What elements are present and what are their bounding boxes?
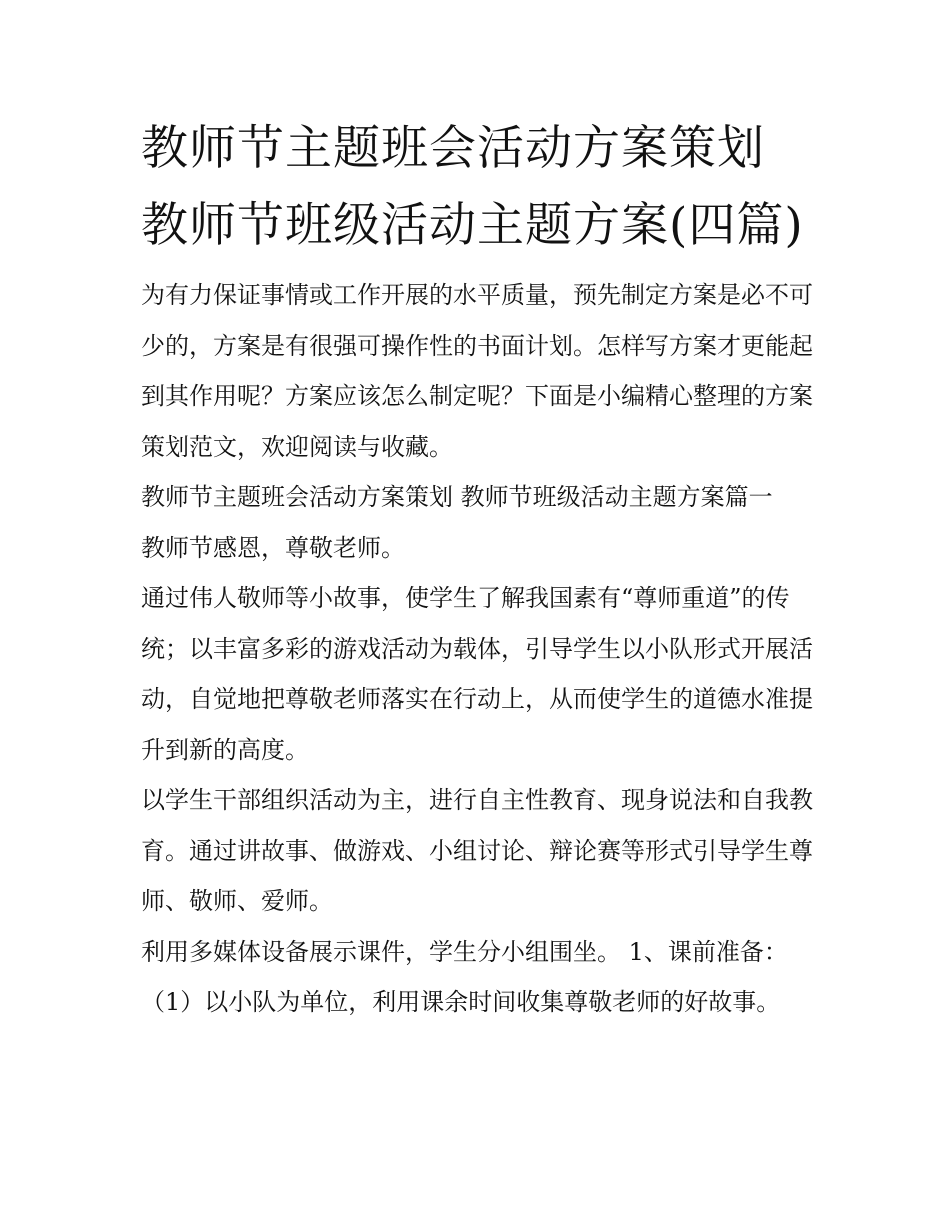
paragraph-preparation: 利用多媒体设备展示课件，学生分小组围坐。 1、课前准备： <box>141 937 788 966</box>
paragraph-method: 以学生干部组织活动为主，进行自主性教育、现身说法和自我教育。通过讲故事、做游戏、小组讨论、辩论赛等形式引导学生尊师、敬师、爱师。 <box>141 786 813 915</box>
paragraph-intro: 为有力保证事情或工作开展的水平质量，预先制定方案是必不可少的，方案是有很强可操作性的书面计划。怎样写方案才更能起到其作用呢？方案应该怎么制定呢？下面是小编精心整理的方案策划范文，欢迎阅读与收藏。 <box>141 281 813 461</box>
paragraph-section-heading: 教师节主题班会活动方案策划 教师节班级活动主题方案篇一 <box>141 483 773 511</box>
paragraph-goal: 通过伟人敬师等小故事，使学生了解我国素有“尊师重道”的传统；以丰富多彩的游戏活动为载体，引导学生以小队形式开展活动，自觉地把尊敬老师落实在行动上，从而使学生的道德水准提升到新的高度。 <box>141 584 813 764</box>
paragraph-theme: 教师节感恩，尊敬老师。 <box>141 533 405 562</box>
document-title: 教师节主题班会活动方案策划 教师节班级活动主题方案(四篇) <box>141 121 804 253</box>
paragraph-preparation-item: （1）以小队为单位，利用课余时间收集尊敬老师的好故事。 <box>141 988 781 1016</box>
document-body <box>141 110 813 1028</box>
